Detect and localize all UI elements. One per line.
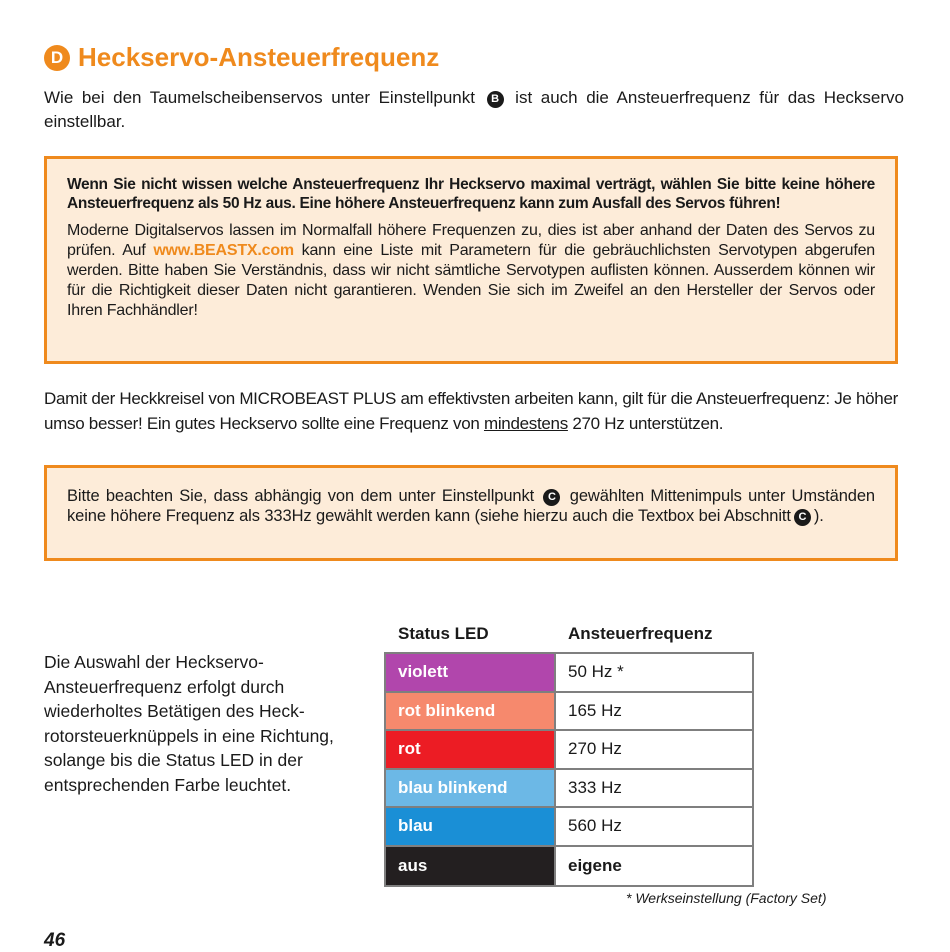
reference-letter-badge: C xyxy=(543,489,560,506)
recommendation-text-1: Damit der Heckkreisel von MICROBEAST PLUS am effektivsten arbeiten kann, gilt für die Ansteuerfrequenz: Je höher umso besser! Ein gutes Heckservo sollte eine Frequenz von xyxy=(44,389,898,433)
frequency-cell: 333 Hz xyxy=(556,770,752,807)
table-row xyxy=(386,731,752,770)
note-text-2: gewählten Mittenimpuls unter Umständen keine höhere Frequenz als 333Hz gewählt werden kann (siehe hierzu auch die Textbox bei Abschnitt xyxy=(67,487,875,525)
section-letter-badge: D xyxy=(44,45,70,71)
led-color-cell: rot blinkend xyxy=(386,693,556,730)
warning-bold-text: Wenn Sie nicht wissen welche Ansteuerfrequenz Ihr Heckservo maximal verträgt, wählen Sie bitte keine höhere Ansteuerfrequenz als 50 Hz aus. Eine höhere Ansteuerfrequenz kann zum Ausfall des Servos führen! xyxy=(67,176,875,212)
note-text-3: ). xyxy=(813,507,824,525)
warning-box xyxy=(44,156,898,364)
selection-instructions: Die Auswahl der Heckservo-Ansteuerfrequenz erfolgt durch wiederholtes Betätigen des Heck-rotorsteuerknüppels in eine Richtung, solange bis die Status LED in der entsprechenden Farbe leuchtet. xyxy=(44,652,334,795)
frequency-recommendation-paragraph xyxy=(44,386,906,436)
intro-text-1: Wie bei den Taumelscheibenservos unter Einstellpunkt xyxy=(44,88,475,107)
beastx-website-link[interactable]: www.BEASTX.com xyxy=(153,242,294,259)
footnote-star: * xyxy=(626,890,632,906)
table-row xyxy=(386,770,752,809)
table-row xyxy=(386,654,752,693)
footnote-text: Werkseinstellung (Factory Set) xyxy=(635,890,827,906)
led-color-cell: violett xyxy=(386,654,556,691)
note-text xyxy=(67,486,875,526)
note-text-1: Bitte beachten Sie, dass abhängig von dem unter Einstellpunkt xyxy=(67,487,535,505)
recommendation-underlined-word: mindestens xyxy=(483,414,568,433)
page-number: 46 xyxy=(44,930,66,951)
intro-paragraph xyxy=(44,86,904,134)
frequency-cell: 270 Hz xyxy=(556,731,752,768)
frequency-cell: 50 Hz * xyxy=(556,654,752,691)
intro-text-2: ist auch die Ansteuerfrequenz für das Heckservo einstellbar. xyxy=(44,88,905,131)
recommendation-text-2: 270 Hz unterstützen. xyxy=(572,414,724,433)
table-row xyxy=(386,693,752,732)
led-color-cell: aus xyxy=(386,847,556,886)
note-box xyxy=(44,465,898,561)
led-color-cell: blau xyxy=(386,808,556,845)
led-color-cell: blau blinkend xyxy=(386,770,556,807)
frequency-cell: eigene xyxy=(556,847,752,886)
column-header-frequency: Ansteuerfrequenz xyxy=(568,624,713,643)
section-heading xyxy=(44,42,439,73)
footnote xyxy=(626,890,826,906)
reference-letter-badge: B xyxy=(487,91,504,108)
section-title: Heckservo-Ansteuerfrequenz xyxy=(78,42,440,72)
warning-text-after-link: kann eine Liste mit Parametern für die gebräuchlichsten Servotypen abgerufen werden. Bitte haben Sie Verständnis, dass wir nicht sämtliche Servotypen auflisten können. Ausserdem können wir für die Richtigkeit dieser Daten nicht garantieren. Wenden Sie sich im Zweifel an den Hersteller der Servos oder Ihren Fachhändler! xyxy=(67,242,875,319)
led-frequency-table xyxy=(384,652,754,887)
table-row xyxy=(386,808,752,847)
led-color-cell: rot xyxy=(386,731,556,768)
warning-text-before-link: Moderne Digitalservos lassen im Normalfall höhere Frequenzen zu, dies ist aber anhand der Daten des Servos zu prüfen. Auf xyxy=(67,222,875,259)
column-header-status-led: Status LED xyxy=(398,624,489,643)
table-row xyxy=(386,847,752,886)
reference-letter-badge: C xyxy=(794,509,811,526)
frequency-cell: 560 Hz xyxy=(556,808,752,845)
warning-body-text xyxy=(67,221,875,321)
frequency-cell: 165 Hz xyxy=(556,693,752,730)
